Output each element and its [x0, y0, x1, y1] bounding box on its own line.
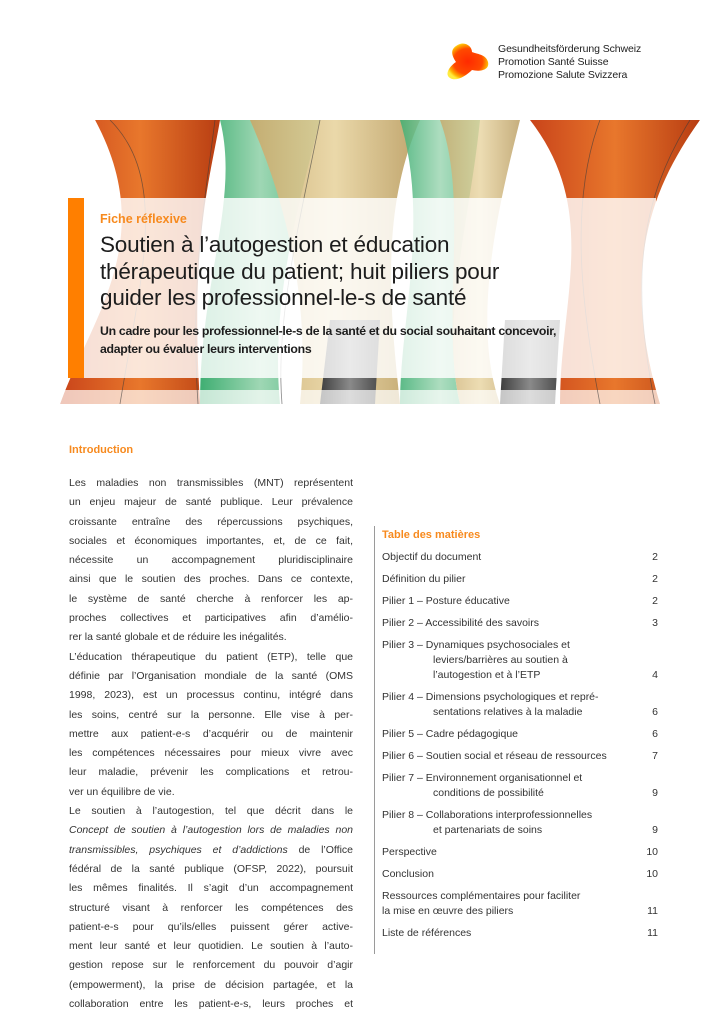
body-line: collaboration entre les patient-e-s, leurs proches et [69, 998, 353, 1011]
toc-page-number: 6 [652, 728, 658, 740]
toc-label: Pilier 6 – Soutien social et réseau de ressources [382, 750, 607, 762]
toc-item-pilier-1[interactable] [382, 594, 658, 616]
body-line: gestion repose sur le renforcement du pouvoir d’agir [69, 959, 353, 972]
body-line: rer la santé globale et de réduire les inégalités. [69, 631, 287, 644]
toc-page-number: 2 [652, 573, 658, 585]
toc-label-continued: l’autogestion et à l’ETP [433, 669, 541, 681]
logo-line-fr: Promotion Santé Suisse [498, 55, 609, 68]
body-line: (empowerment), la prise de décision partagée, et la [69, 978, 353, 991]
toc-item-perspective[interactable] [382, 845, 658, 867]
introduction-body [69, 474, 353, 1014]
toc-page-number: 9 [652, 824, 658, 836]
toc-label: Définition du pilier [382, 573, 466, 585]
toc-page-number: 11 [647, 905, 658, 917]
body-line: Le soutien à l’autogestion, tel que décrit dans le [69, 805, 353, 818]
toc-page-number: 3 [652, 617, 658, 629]
body-line: les compétences nécessaires pour mieux vivre avec [69, 747, 353, 760]
toc-label: Objectif du document [382, 551, 482, 563]
body-line: croissante entraîne des répercussions psychiques, [69, 515, 353, 528]
toc-item-pilier-7[interactable] [382, 771, 658, 808]
title-line: guider les professionnel-le-s de santé [100, 285, 467, 310]
toc-label-continued: sentations relatives à la maladie [433, 706, 583, 718]
toc-page-number: 4 [652, 669, 658, 681]
toc-label-continued: et partenariats de soins [433, 824, 543, 836]
toc-page-number: 10 [646, 846, 658, 858]
toc-label: Conclusion [382, 868, 434, 880]
body-line: ment leur santé et leur quotidien. Le soutien à l’auto- [69, 940, 353, 953]
document-type-label: Fiche réflexive [100, 212, 187, 226]
toc-page-number: 9 [652, 787, 658, 799]
toc-item-pilier-4[interactable] [382, 690, 658, 727]
body-line-mixed [69, 841, 353, 860]
toc-label: Pilier 3 – Dynamiques psychosociales et [382, 639, 570, 651]
toc-page-number: 10 [646, 868, 658, 880]
toc-list [382, 550, 658, 948]
body-line: les mêmes finalités. Il s’agit d’un accompagnement [69, 882, 353, 895]
toc-item-objectif[interactable] [382, 550, 658, 572]
title-line: thérapeutique du patient; huit piliers pour [100, 258, 500, 284]
document-title [100, 232, 640, 312]
logo-blob-icon [442, 40, 494, 84]
body-line: nécessite un accompagnement pluridisciplinaire [69, 554, 353, 567]
body-line: Les maladies non transmissibles (MNT) représentent [69, 477, 353, 489]
toc-label: Pilier 7 – Environnement organisationnel et [382, 772, 583, 784]
toc-item-pilier-8[interactable] [382, 808, 658, 845]
logo-line-de: Gesundheitsförderung Schweiz [498, 42, 642, 55]
introduction-heading: Introduction [69, 444, 134, 456]
toc-label: Ressources complémentaires pour faciliter [382, 890, 581, 902]
toc-item-conclusion[interactable] [382, 867, 658, 889]
toc-label: Pilier 1 – Posture éducative [382, 595, 510, 607]
subtitle-line: Un cadre pour les professionnel-le-s de la santé et du social souhaitant concevoir, [100, 324, 557, 338]
body-line: définie par l’Organisation mondiale de la santé (OMS [69, 669, 353, 682]
toc-item-pilier-6[interactable] [382, 749, 658, 771]
body-line: sociales et économiques importantes, et, de ce fait, [69, 534, 353, 547]
body-line-suffix: de l’Office [287, 843, 353, 856]
body-line: leur maladie, prévenir les complications et retrou- [69, 766, 353, 779]
body-line: proches collectives et participatives afin d’amélio- [69, 612, 353, 625]
toc-label-continued: conditions de possibilité [433, 787, 544, 799]
body-line: un enjeu majeur de santé publique. Leur prévalence [69, 496, 353, 509]
toc-label: Pilier 5 – Cadre pédagogique [382, 728, 519, 740]
toc-page-number: 7 [652, 750, 658, 762]
organization-logo [442, 40, 641, 84]
toc-label: Pilier 2 – Accessibilité des savoirs [382, 617, 539, 629]
toc-page-number: 11 [647, 927, 658, 939]
toc-label: Pilier 8 – Collaborations interprofessionnelles [382, 809, 593, 821]
body-line: L’éducation thérapeutique du patient (ETP), telle que [69, 650, 353, 663]
toc-item-ressources[interactable] [382, 889, 658, 926]
toc-item-pilier-5[interactable] [382, 727, 658, 749]
body-line: ainsi que le soutien des proches. Dans ce contexte, [69, 573, 353, 586]
toc-label-continued: la mise en œuvre des piliers [382, 905, 514, 917]
body-line: ver un équilibre de vie. [69, 785, 175, 798]
toc-label: Liste de références [382, 927, 472, 939]
body-line: mettre aux patient-e-s d’acquérir ou de maintenir [69, 727, 353, 740]
body-line: 1998, 2023), est un processus continu, intégré dans [69, 689, 353, 702]
document-subtitle [100, 322, 640, 358]
accent-bar [68, 198, 84, 378]
table-of-contents [374, 526, 658, 954]
toc-label-continued: leviers/barrières au soutien à [433, 654, 568, 666]
logo-wordmark [498, 43, 641, 82]
toc-label: Pilier 4 – Dimensions psychologiques et repré- [382, 691, 599, 703]
body-line: structuré visant à renforcer les compétences des [69, 901, 353, 914]
toc-page-number: 2 [652, 551, 658, 563]
title-line: Soutien à l’autogestion et éducation [100, 232, 450, 257]
toc-item-pilier-2[interactable] [382, 616, 658, 638]
toc-heading: Table des matières [382, 529, 481, 541]
toc-label: Perspective [382, 846, 437, 858]
toc-item-references[interactable] [382, 926, 658, 948]
subtitle-line: adapter ou évaluer leurs interventions [100, 342, 312, 356]
body-line-italic: Concept de soutien à l’autogestion lors de maladies non [69, 824, 353, 837]
logo-line-it: Promozione Salute Svizzera [498, 68, 628, 81]
toc-item-pilier-3[interactable] [382, 638, 658, 690]
concept-title-italic: transmissibles, psychiques et d’addictions [69, 843, 288, 856]
toc-page-number: 6 [652, 706, 658, 718]
body-line: le système de santé cherche à renforcer les ap- [69, 592, 353, 605]
body-line: fédéral de la santé publique (OFSP, 2022), poursuit [69, 862, 353, 875]
toc-page-number: 2 [652, 595, 658, 607]
body-line: patient-e-s pour qu’ils/elles puissent gérer active- [69, 920, 353, 933]
toc-item-definition[interactable] [382, 572, 658, 594]
body-line: les soins, centré sur la personne. Elle vise à per- [69, 708, 353, 721]
